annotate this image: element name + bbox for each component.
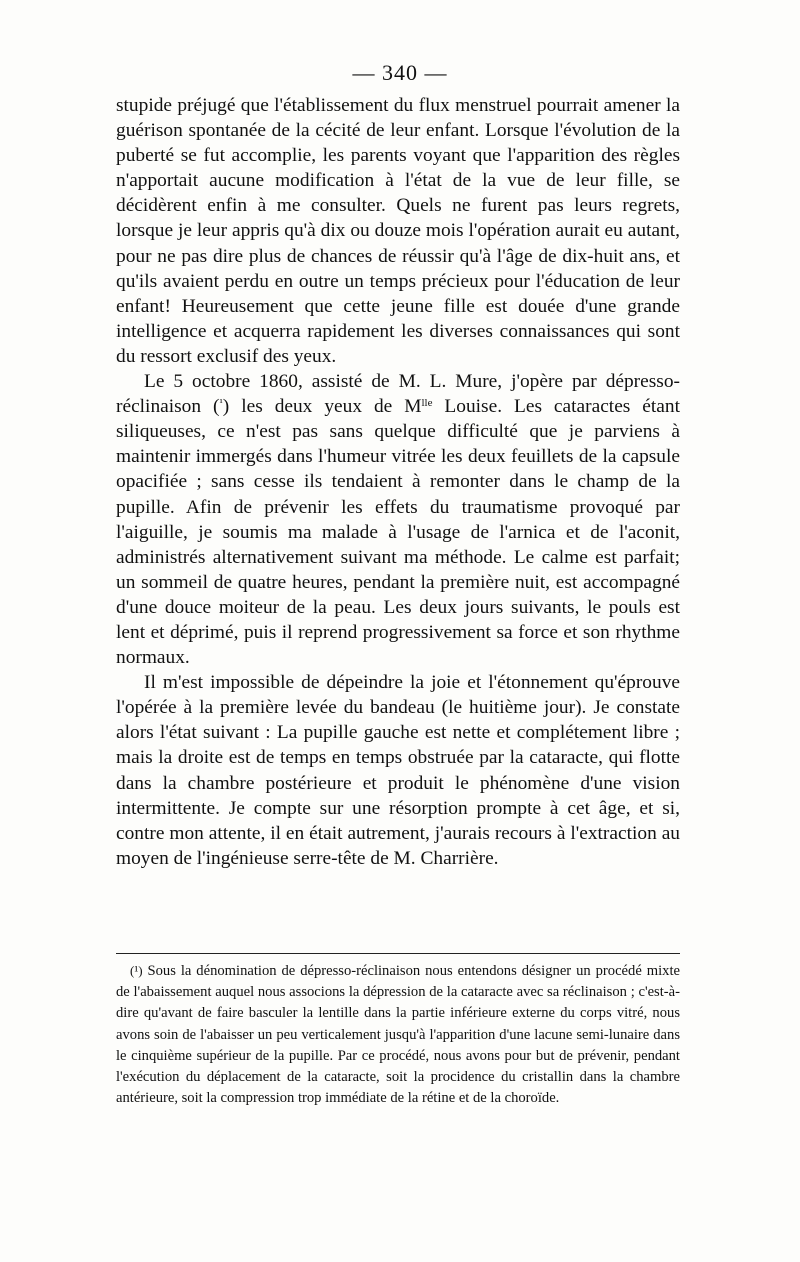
paragraph-2-text-middle: ) les deux yeux de M <box>222 396 422 418</box>
footnote-reference: ¹ <box>219 397 223 410</box>
page-number: — 340 — <box>352 60 448 85</box>
footnote-mark: (¹) <box>130 963 143 978</box>
footnote <box>116 960 680 1109</box>
paragraph-2-text-start: Le 5 octobre 1860, assisté de M. L. Mure, j'opère par dépresso-réclinaison ( <box>116 371 680 418</box>
body-text <box>116 93 680 871</box>
footnote-text: Sous la dénomination de dépresso-réclinaison nous entendons désigner un procédé mixte de l'abaissement auquel nous associons la dépression de la cataracte avec sa réclinaison ; c'est-à-dire qu'avant de faire basculer la lentille dans la partie inférieure externe du corps vitré, nous avons soin de l'abaisser un peu verticalement jusqu'à l'apparition d'une lacune semi-lunaire dans le cinquième supérieur de la pupille. Par ce procédé, nous avons pour but de prévenir, pendant l'exécution du déplacement de la cataracte, soit la procidence du cristallin dans la chambre antérieure, soit la compression trop immédiate de la rétine et de la choroïde. <box>116 963 680 1107</box>
paragraph-3 <box>116 670 680 871</box>
paragraph-2-text-end: Louise. Les cataractes étant siliqueuses, ce n'est pas sans quelque difficulté que je parviens à maintenir immergés dans l'humeur vitrée les deux feuillets de la capsule opacifiée ; sans cesse ils tendaient à remonter dans le champ de la pupille. Afin de prévenir les effets du traumatisme provoqué par l'aiguille, je soumis ma malade à l'usage de l'arnica et de l'aconit, administrés alternativement suivant ma méthode. Le calme est parfait; un sommeil de quatre heures, pendant la première nuit, est accompagné d'une douce moiteur de la peau. Les deux jours suivants, le pouls est lent et déprimé, puis il reprend progressivement sa force et son rhythme normaux. <box>116 396 680 669</box>
paragraph-1 <box>116 93 680 369</box>
paragraph-3-text: Il m'est impossible de dépeindre la joie et l'étonnement qu'éprouve l'opérée à la première levée du bandeau (le huitième jour). Je constate alors l'état suivant : La pupille gauche est nette et complétement libre ; mais la droite est de temps en temps obstruée par la cataracte, qui flotte dans la chambre postérieure et produit le phénomène d'une vision intermittente. Je compte sur une résorption prompte à cet âge, et si, contre mon attente, il en était autrement, j'aurais recours à l'extraction au moyen de l'ingénieuse serre-tête de M. Charrière. <box>116 672 680 869</box>
paragraph-2 <box>116 369 680 670</box>
paragraph-1-text: stupide préjugé que l'établissement du flux menstruel pourrait amener la guérison spontanée de la cécité de leur enfant. Lorsque l'évolution de la puberté se fut accomplie, les parents voyant que l'apparition des règles n'apportait aucune modification à l'état de la vue de leur fille, se décidèrent enfin à me consulter. Quels ne furent pas leurs regrets, lorsque je leur appris qu'à dix ou douze mois l'opération aurait eu autant, pour ne pas dire plus de chances de réussir qu'à l'âge de dix-huit ans, et qu'ils avaient perdu en outre un temps précieux pour l'éducation de leur enfant! Heureusement que cette jeune fille est douée d'une grande intelligence et acquerra rapidement les diverses connaissances qui sont du ressort exclusif des yeux. <box>116 95 680 367</box>
footnote-separator <box>116 953 680 954</box>
title-abbreviation-superscript: lle <box>421 397 433 410</box>
